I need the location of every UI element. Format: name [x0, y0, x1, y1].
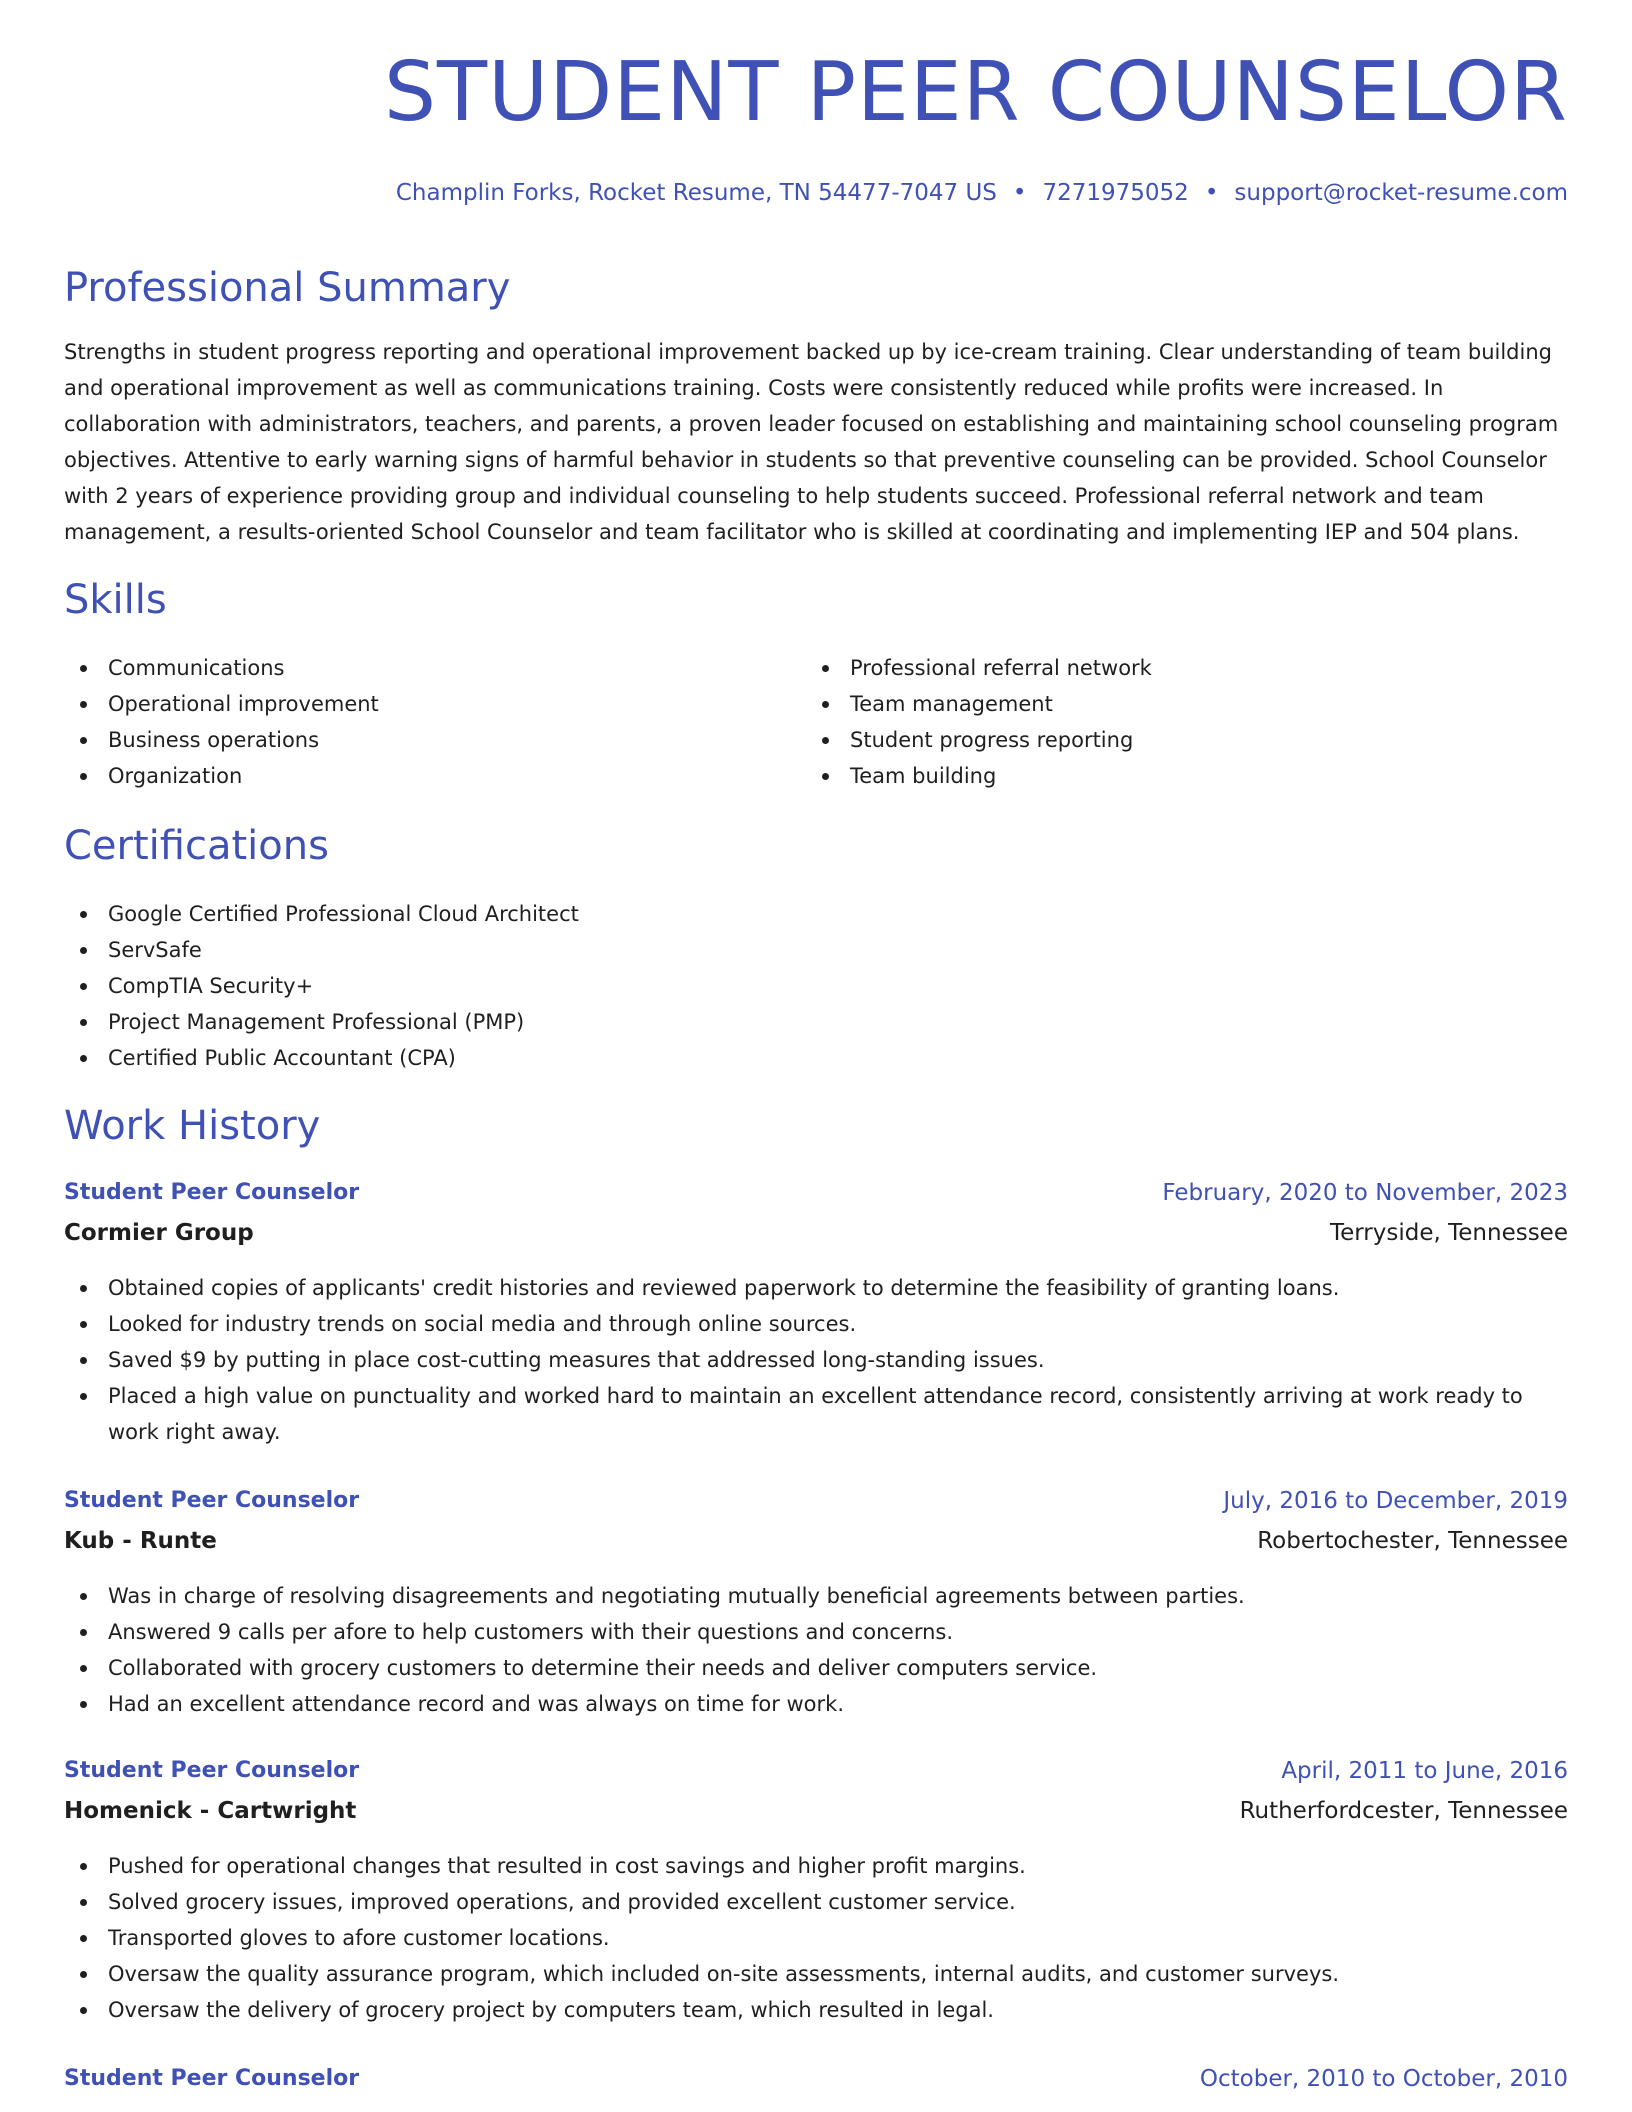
list-item: Obtained copies of applicants' credit histories and reviewed paperwork to determine the feasibility of granting loans. — [64, 1270, 1568, 1306]
job-header — [64, 1180, 1568, 1220]
job-dates: April, 2011 to June, 2016 — [1281, 1758, 1568, 1784]
job-bullets — [64, 1578, 1568, 1722]
contact-line — [396, 182, 1568, 205]
list-item: Looked for industry trends on social media and through online sources. — [64, 1306, 1568, 1342]
job-company: Kub - Runte — [64, 1528, 217, 1554]
job-title: Student Peer Counselor — [64, 1488, 360, 1513]
job-title: Student Peer Counselor — [64, 2066, 360, 2091]
list-item: Communications — [64, 650, 784, 686]
list-item: Certified Public Accountant (CPA) — [64, 1040, 1568, 1076]
job-company: Homenick - Cartwright — [64, 1798, 357, 1824]
summary-text: Strengths in student progress reporting and operational improvement backed up by ice-cream training. Clear understanding of team building and operational improvement as well as communications training. Costs were consistently reduced while profits were increased. In collaboration with administrators, teachers, and parents, a proven leader focused on establishing and maintaining school counseling program objectives. Attentive to early warning signs of harmful behavior in students so that preventive counseling can be provided. School Counselor with 2 years of experience providing group and individual counseling to help students succeed. Professional referral network and team management, a results-oriented School Counselor and team facilitator who is skilled at coordinating and implementing IEP and 504 plans. — [64, 340, 1559, 544]
job-subheader — [64, 1528, 1568, 1568]
job-bullets — [64, 1848, 1568, 2028]
list-item: Collaborated with grocery customers to determine their needs and deliver computers service. — [64, 1650, 1568, 1686]
list-item: CompTIA Security+ — [64, 968, 1568, 1004]
job-title: Student Peer Counselor — [64, 1180, 360, 1205]
list-item: Transported gloves to afore customer locations. — [64, 1920, 1568, 1956]
list-item: Organization — [64, 758, 784, 794]
job-entry — [64, 1758, 1568, 2028]
job-header — [64, 1758, 1568, 1798]
contact-phone: 7271975052 — [1042, 180, 1189, 206]
section-title-summary: Professional Summary — [64, 265, 511, 311]
section-title-work-history: Work History — [64, 1103, 321, 1149]
contact-separator: • — [1012, 180, 1027, 206]
list-item: Business operations — [64, 722, 784, 758]
resume-name: STUDENT PEER COUNSELOR — [383, 45, 1568, 140]
certifications-list — [64, 896, 1568, 1076]
list-item: Oversaw the delivery of grocery project by computers team, which resulted in legal. — [64, 1992, 1568, 2028]
job-subheader — [64, 1798, 1568, 1838]
list-item: Pushed for operational changes that resulted in cost savings and higher profit margins. — [64, 1848, 1568, 1884]
list-item: Was in charge of resolving disagreements and negotiating mutually beneficial agreements between parties. — [64, 1578, 1568, 1614]
list-item: Solved grocery issues, improved operations, and provided excellent customer service. — [64, 1884, 1568, 1920]
job-header — [64, 1488, 1568, 1528]
job-dates: February, 2020 to November, 2023 — [1162, 1180, 1568, 1206]
section-title-certifications: Certifications — [64, 823, 329, 869]
job-title: Student Peer Counselor — [64, 1758, 360, 1783]
list-item: Professional referral network — [806, 650, 1526, 686]
list-item: Answered 9 calls per afore to help customers with their questions and concerns. — [64, 1614, 1568, 1650]
contact-email: support@rocket-resume.com — [1234, 180, 1568, 206]
list-item: Had an excellent attendance record and was always on time for work. — [64, 1686, 1568, 1722]
contact-address: Champlin Forks, Rocket Resume, TN 54477-7047 US — [395, 180, 997, 206]
job-company: Cormier Group — [64, 1220, 254, 1246]
job-location: Rutherfordcester, Tennessee — [1239, 1798, 1568, 1824]
list-item: Saved $9 by putting in place cost-cutting measures that addressed long-standing issues. — [64, 1342, 1568, 1378]
skills-list-right — [806, 650, 1526, 794]
list-item: Team management — [806, 686, 1526, 722]
job-header — [64, 2066, 1568, 2106]
list-item: Team building — [806, 758, 1526, 794]
list-item: Placed a high value on punctuality and worked hard to maintain an excellent attendance record, consistently arriving at work ready to work right away. — [64, 1378, 1568, 1450]
section-title-skills: Skills — [64, 577, 167, 623]
job-entry — [64, 2066, 1568, 2106]
job-entry — [64, 1488, 1568, 1722]
list-item: ServSafe — [64, 932, 1568, 968]
list-item: Student progress reporting — [806, 722, 1526, 758]
job-subheader — [64, 1220, 1568, 1260]
job-bullets — [64, 1270, 1568, 1450]
job-dates: October, 2010 to October, 2010 — [1199, 2066, 1568, 2092]
list-item: Google Certified Professional Cloud Architect — [64, 896, 1568, 932]
job-entry — [64, 1180, 1568, 1450]
job-location: Terryside, Tennessee — [1329, 1220, 1568, 1246]
list-item: Project Management Professional (PMP) — [64, 1004, 1568, 1040]
list-item: Operational improvement — [64, 686, 784, 722]
job-location: Robertochester, Tennessee — [1257, 1528, 1568, 1554]
list-item: Oversaw the quality assurance program, which included on-site assessments, internal audits, and customer surveys. — [64, 1956, 1568, 1992]
contact-separator: • — [1204, 180, 1219, 206]
skills-list-left — [64, 650, 784, 794]
job-dates: July, 2016 to December, 2019 — [1223, 1488, 1568, 1514]
